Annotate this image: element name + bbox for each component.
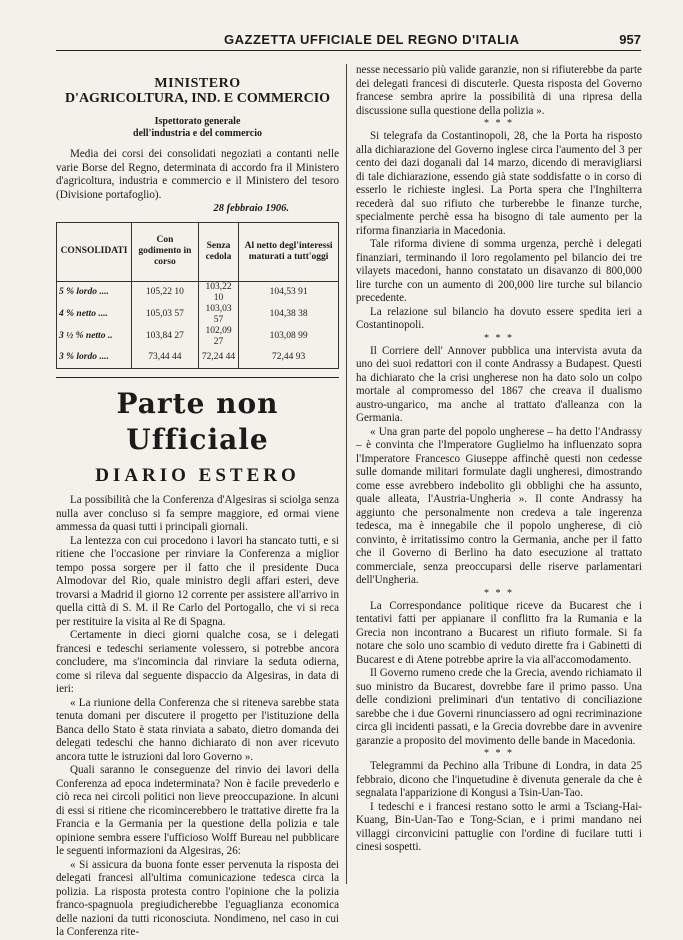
table-cell: 5 % lordo .... [57,281,132,304]
table-header: Con godimento in corso [132,222,199,281]
table-header: Al netto degl'interessi maturati a tutt'oggi [239,222,339,281]
table-cell: 102,09 27 [198,326,238,348]
article-paragraph: nesse necessario più valide garanzie, non si rifiuterebbe da parte dei delegati francesi di discuterle. Questa risposta del Governo francese sembra aprire la possibilità di una ripresa della discussione sulla questione della polizia ». [356,64,642,117]
page-header [56,30,641,51]
article-paragraph: La relazione sul bilancio ha dovuto essere spedita ieri a Costantinopoli. [356,305,642,331]
table-cell: 3 ½ % netto .. [57,326,132,348]
table-cell: 72,44 93 [239,348,339,369]
article-paragraph: « Si assicura da buona fonte esser pervenuta la risposta dei delegati francesi all'ultima comunicazione tedesca circa la polizia. La risposta protesta contro l'opinione che la polizia franco-spagnuola pregiudicherebbe l'eguaglianza economica delle nazioni da tutti riconosciuta. Nondimeno, nel caso in cui la Conferenza rite- [56,858,339,938]
table-cell: 73,44 44 [132,348,199,369]
section-separator: * * * [484,748,514,759]
table-cell: 3 % lordo .... [57,348,132,369]
table-row [57,326,339,348]
page-number: 957 [619,32,641,47]
table-row [57,304,339,326]
table-cell: 4 % netto .... [57,304,132,326]
table-cell: 104,53 91 [239,281,339,304]
article-paragraph: Quali saranno le conseguenze del rinvio dei lavori della Conferenza ad epoca indeterminata? Non è facile prevederlo e ciò reca nei circoli politici non lieve preoccupazione. In alcuni di essi si ritiene che ricomincerebbero le trattative dirette fra la Francia e la Germania per la questione della polizia e tale opinione sembra essere l'ufficioso Wolff Bureau nel pubblicare le seguenti informazioni da Algesiras, 26: [56,764,339,857]
column-divider [346,64,347,884]
section-separator: * * * [484,332,514,344]
table-row [57,348,339,369]
section-separator: * * * [484,118,514,129]
left-column [56,64,339,940]
article-paragraph: I tedeschi e i francesi restano sotto le armi a Tsciang-Hai-Kuang, Bin-Uan-Tao e Tong-Scian, e i primi mandano nei villaggi circonvicini pattuglie con l'ordine di fucilare tutti i cinesi sospetti. [356,800,642,853]
table-cell: 104,38 38 [239,304,339,326]
header-title: GAZZETTA UFFICIALE DEL REGNO D'ITALIA [224,32,520,47]
article-paragraph: Tale riforma diviene di somma urgenza, perchè i delegati finanziari, terminando il loro regolamento pel bilancio dei tre vilayets macedoni, hanno constatato un disavanzo di 800,000 lire turche con un aumento di 200,000 lire turche sul bilancio precedente. [356,238,642,304]
article-paragraph: La lentezza con cui procedono i lavori ha stancato tutti, e si ritiene che l'occasione per rinviare la Conferenza a miglior tempo possa sorgere per il fatto che il presidente Duca Almodovar del Rio, quale ministro degli affari esteri, deve trovarsi a Madrid il giorno 12 corrente per assistere all'arrivo in quella città di S. M. il Re Carlo del Portogallo, che vi si reca per restituire la visita al Re di Spagna. [56,534,339,628]
ministry-title: MINISTERO [154,76,241,91]
table-header: CONSOLIDATI [57,222,132,281]
ministry-subtitle: D'AGRICOLTURA, IND. E COMMERCIO [64,91,331,106]
notice-date: 28 febbraio 1906. [213,203,289,214]
table-cell: 105,22 10 [132,281,199,304]
inspectorate-line2: dell'industria e del commercio [133,128,262,139]
table-cell: 72,24 44 [198,348,238,369]
article-paragraph: La possibilità che la Conferenza d'Algesiras si sciolga senza nulla aver concluso si fa sempre maggiore, ed ormai viene ammessa da quasi tutti i principali giornali. [56,494,339,533]
diario-title: DIARIO ESTERO [95,465,300,486]
article-paragraph: Certamente in dieci giorni qualche cosa, se i delegati francesi e tedeschi seriamente volessero, si potrebbe ancora concludere, ma s'incomincia dal rinviare la seduta odierna, come si rileva dal seguente dispaccio da Algesiras, in data di ieri: [56,629,339,695]
article-paragraph: La Correspondance politique riceve da Bucarest che i tentativi fatti per appianare il conflitto fra la Rumania e la Grecia non incontrano a Bucarest un rifiuto formale. Si fa notare che solo uno scambio di veduto dirette fra i Gabinetti di Bucarest e di Atene potrebbe aprire la via all'accomodamento. [356,599,642,666]
table-row [57,281,339,304]
section-separator: * * * [484,587,514,599]
section-rule [56,377,339,379]
article-paragraph: Si telegrafa da Costantinopoli, 28, che la Porta ha risposto alla dichiarazione del Governo inglese circa l'aumento del 3 per cento dei dazi doganali dal 14 marzo, dicendo di meravigliarsi di tale dichiarazione, essendo già state soddisfatte o in corso di esserlo le richieste inglesi. La Porta spera che l'Inghilterra recederà dal suo rifiuto che turberebbe le finanze turche, specialmente perchè essa ha bisogno di tale aumento per la riforma finanziaria in Macedonia. [356,130,642,237]
inspectorate-line1: Ispettorato generale [154,116,241,127]
article-paragraph: « Una gran parte del popolo ungherese – ha detto l'Andrassy – è convinta che l'Imperatore Guglielmo ha influenzato sopra l'Imperatore Francesco Giuseppe affinchè questi non cedesse sulle domande militari formulate dagli ungheresi, dimostrando come esse avrebbero indebolito gli obblighi che ha assunto, quale alleata, l'Austria-Ungheria ». Il conte Andrassy ha aggiunto che personalmente non credeva a tale ingerenza tedesca, ma è innegabile che il popolo ungherese, di ciò convinto, è irritatissimo contro la Germania, anche per il fatto che il Governo di Berlino ha dato esecuzione al trattato commerciale, senza preoccuparsi delle riserve parlamentari dell'Ungheria. [356,425,642,586]
table-cell: 105,03 57 [132,304,199,326]
notice-text: Media dei corsi dei consolidati negoziati a contanti nelle varie Borse del Regno, determinata di accordo fra il Ministero d'agricoltura, industria e commercio e il Ministero del tesoro (Divisione portafoglio). [56,148,339,201]
table-cell: 103,03 57 [198,304,238,326]
consolidati-table [56,222,339,369]
article-paragraph: Il Governo rumeno crede che la Grecia, avendo richiamato il suo ministro da Bucarest, dovrebbe fare il primo passo. Una delle condizioni preliminari d'un tentativo di conciliazione sarebbe che i due Governi rinunciassero ad ogni recriminazione circa gli incidenti passati, e la Grecia dovrebbe dare in avvenire garanzie a proposito del movimento delle bande in Macedonia. [356,667,642,747]
table-cell: 103,22 10 [198,281,238,304]
table-header: Senza cedola [198,222,238,281]
article-paragraph: Telegrammi da Pechino alla Tribune di Londra, in data 25 febbraio, dicono che l'inquetudine è divenuta generale da che è segnalata l'apparizione di Kongusi a Tsin-Uan-Tao. [356,760,642,799]
section-title: Parte non Ufficiale [116,387,279,456]
article-paragraph: Il Corriere dell' Annover pubblica una intervista avuta da uno dei suoi redattori con il conte Andrassy a Budapest. Questi ha dichiarato che la crisi ungherese non ha dato solo un colpo mortale al compromesso del 1867 che creava il dualismo austro-ungarico, ma anche al trattato d'alleanza con la Germania. [356,344,642,424]
table-cell: 103,84 27 [132,326,199,348]
article-paragraph: « La riunione della Conferenza che si riteneva sarebbe stata tenuta domani per discutere il progetto per l'istituzione della Banca dello Stato è stata rinviata a sabato, dietro domanda dei delegati tedeschi che hanno dichiarato di non aver ricevuto ancora tutte le istruzioni dal loro Governo ». [56,696,339,763]
table-cell: 103,08 99 [239,326,339,348]
right-column [356,64,642,855]
